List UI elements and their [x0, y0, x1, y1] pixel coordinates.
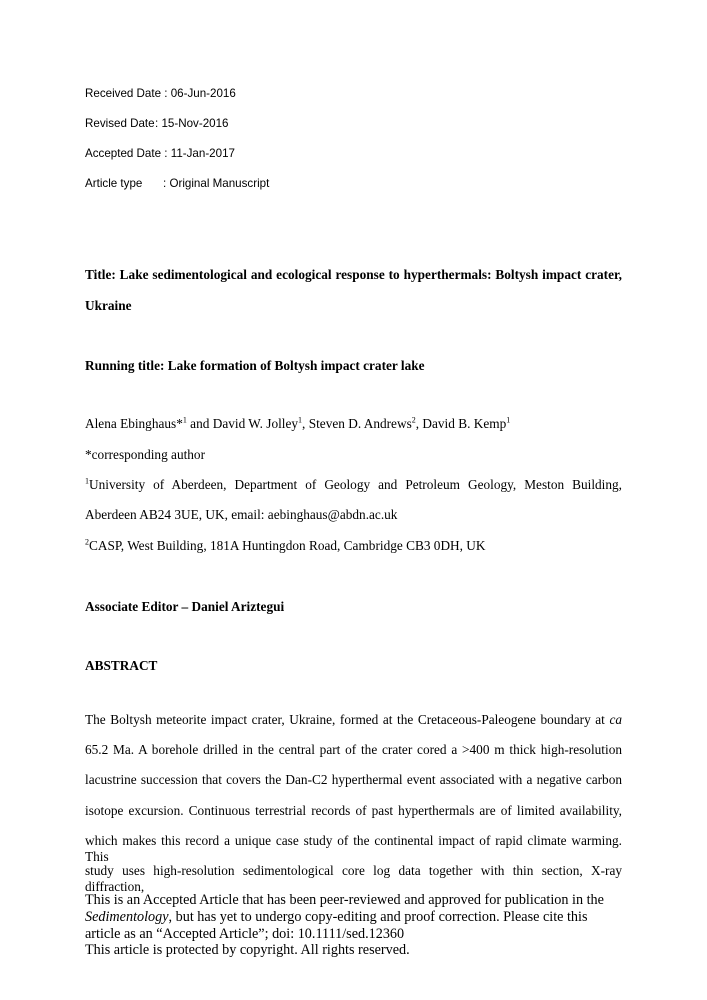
affiliation-1-line-2: Aberdeen AB24 3UE, UK, email: aebinghaus@abdn.ac.uk — [85, 507, 398, 522]
affiliation-number: 2 — [85, 537, 89, 547]
copyright-notice: This article is protected by copyright. All rights reserved. — [85, 942, 410, 958]
journal-name: Sedimentology — [85, 909, 169, 925]
received-value: 06-Jun-2016 — [170, 87, 236, 100]
footer-line: This is an Accepted Article that has been peer-reviewed and approved for publication in the — [85, 892, 604, 908]
title-line-2: Ukraine — [85, 298, 132, 313]
author-affiliation: 1 — [182, 415, 187, 425]
author: David W. Jolley — [212, 416, 299, 431]
footer-text: , but has yet to undergo copy-editing and proof correction. Please cite this — [168, 909, 588, 925]
accepted-label: Accepted Date — [85, 147, 162, 160]
revised-label: Revised Date — [85, 117, 155, 130]
abstract-line: which makes this record a unique case study of the continental impact of rapid climate warming. This — [85, 833, 622, 864]
affiliation-2 — [85, 538, 486, 554]
separator: , — [415, 416, 423, 431]
revised-value: 15-Nov-2016 — [161, 117, 229, 130]
abstract-line: 65.2 Ma. A borehole drilled in the central part of the crater cored a >400 m thick high-resolution — [85, 742, 622, 757]
author: Alena Ebinghaus* — [85, 416, 183, 431]
affiliation-text: CASP, West Building, 181A Huntingdon Road, Cambridge CB3 0DH, UK — [89, 538, 486, 553]
author: David B. Kemp — [422, 416, 507, 431]
abstract-text: The Boltysh meteorite impact crater, Ukraine, formed at the Cretaceous-Paleogene boundary at — [85, 712, 605, 727]
affiliation-text: University of Aberdeen, Department of Geology and Petroleum Geology, Meston Building, — [89, 477, 622, 492]
title-line-1: Title: Lake sedimentological and ecological response to hyperthermals: Boltysh impact crater, — [85, 267, 622, 282]
abstract-heading: ABSTRACT — [85, 658, 158, 673]
affiliation-number: 1 — [85, 476, 89, 486]
article-type-label: Article type — [85, 177, 143, 190]
author-affiliation: 2 — [411, 415, 416, 425]
running-title: Running title: Lake formation of Boltysh impact crater lake — [85, 358, 425, 373]
author-affiliation: 1 — [298, 415, 303, 425]
accepted-value: 11-Jan-2017 — [170, 147, 235, 160]
received-label: Received Date — [85, 87, 162, 100]
accepted-date: Accepted Date : 11-Jan-2017 — [85, 147, 235, 160]
author-affiliation: 1 — [506, 415, 511, 425]
affiliation-1 — [85, 477, 622, 493]
article-type-value: Original Manuscript — [169, 177, 270, 190]
abstract-line: isotope excursion. Continuous terrestrial records of past hyperthermals are of limited availability, — [85, 803, 622, 818]
author-list — [85, 416, 510, 432]
revised-date: Revised Date: 15-Nov-2016 — [85, 117, 229, 130]
abstract-italic: ca — [609, 712, 623, 727]
associate-editor: Associate Editor – Daniel Ariztegui — [85, 599, 285, 614]
author: Steven D. Andrews — [308, 416, 412, 431]
footer-line — [85, 909, 587, 926]
corresponding-note: *corresponding author — [85, 447, 206, 462]
separator: , — [302, 416, 309, 431]
abstract-line — [85, 712, 622, 728]
received-date: Received Date : 06-Jun-2016 — [85, 87, 236, 100]
separator: and — [186, 416, 213, 431]
abstract-line: study uses high-resolution sedimentological core log data together with thin section, X-ray diffraction, — [85, 863, 622, 894]
footer-line: article as an “Accepted Article”; doi: 10.1111/sed.12360 — [85, 926, 405, 942]
article-type: Article type : Original Manuscript — [85, 177, 270, 190]
abstract-line: lacustrine succession that covers the Dan-C2 hyperthermal event associated with a negative carbon — [85, 772, 622, 787]
